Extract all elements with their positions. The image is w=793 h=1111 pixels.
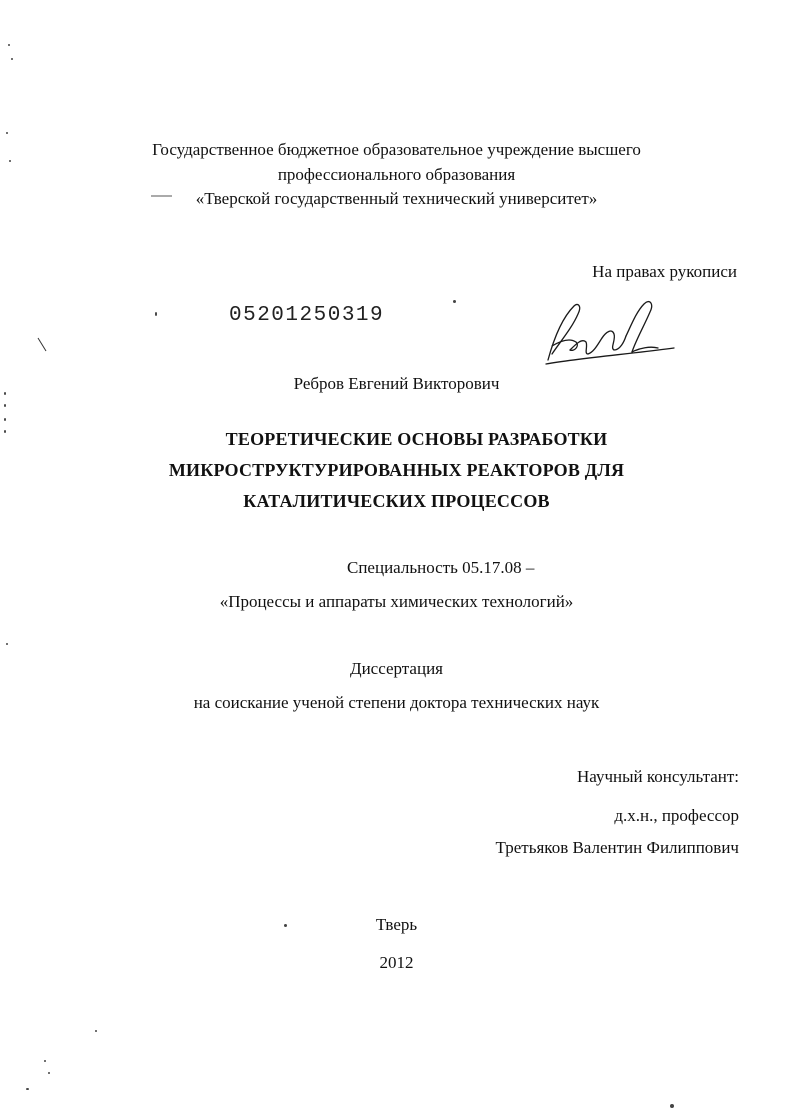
title-line-2: МИКРОСТРУКТУРИРОВАННЫХ РЕАКТОРОВ ДЛЯ [168, 460, 625, 480]
registration-number: 05201250319 [229, 304, 385, 327]
year: 2012 [379, 953, 414, 972]
dissertation-degree: на соискание ученой степени доктора технических наук [193, 693, 600, 712]
scan-speck [11, 58, 13, 60]
specialty-name: «Процессы и аппараты химических технологий» [219, 592, 574, 611]
manuscript-note: На правах рукописи [592, 262, 737, 281]
scan-speck [9, 160, 11, 162]
scan-speck [155, 312, 157, 316]
scan-speck [6, 132, 8, 134]
specialty-code: Специальность 05.17.08 – [347, 558, 535, 577]
scan-speck [453, 300, 456, 303]
scan-speck [6, 643, 8, 645]
institution-line-3: «Тверской государственный технический университет» [195, 189, 598, 208]
dissertation-type: Диссертация [349, 659, 443, 678]
author-name: Ребров Евгений Викторович [293, 374, 500, 393]
scan-stroke [36, 336, 50, 354]
institution-line-2: профессионального образования [277, 165, 516, 184]
city: Тверь [375, 915, 418, 934]
scan-speck [26, 1088, 29, 1090]
scan-speck [4, 404, 6, 407]
scan-speck [670, 1104, 674, 1108]
title-line-3: КАТАЛИТИЧЕСКИХ ПРОЦЕССОВ [243, 491, 550, 511]
scan-speck [8, 44, 10, 46]
consultant-label: Научный консультант: [577, 767, 739, 786]
scan-speck [44, 1060, 46, 1062]
scan-speck [95, 1030, 97, 1032]
signature-icon [540, 298, 680, 370]
scan-speck [4, 418, 6, 421]
institution-line-1: Государственное бюджетное образовательное учреждение высшего [152, 140, 641, 159]
title-line-1: ТЕОРЕТИЧЕСКИЕ ОСНОВЫ РАЗРАБОТКИ [225, 429, 608, 449]
consultant-name: Третьяков Валентин Филиппович [495, 838, 739, 857]
consultant-rank: д.х.н., профессор [614, 806, 739, 825]
scan-speck [48, 1072, 50, 1074]
